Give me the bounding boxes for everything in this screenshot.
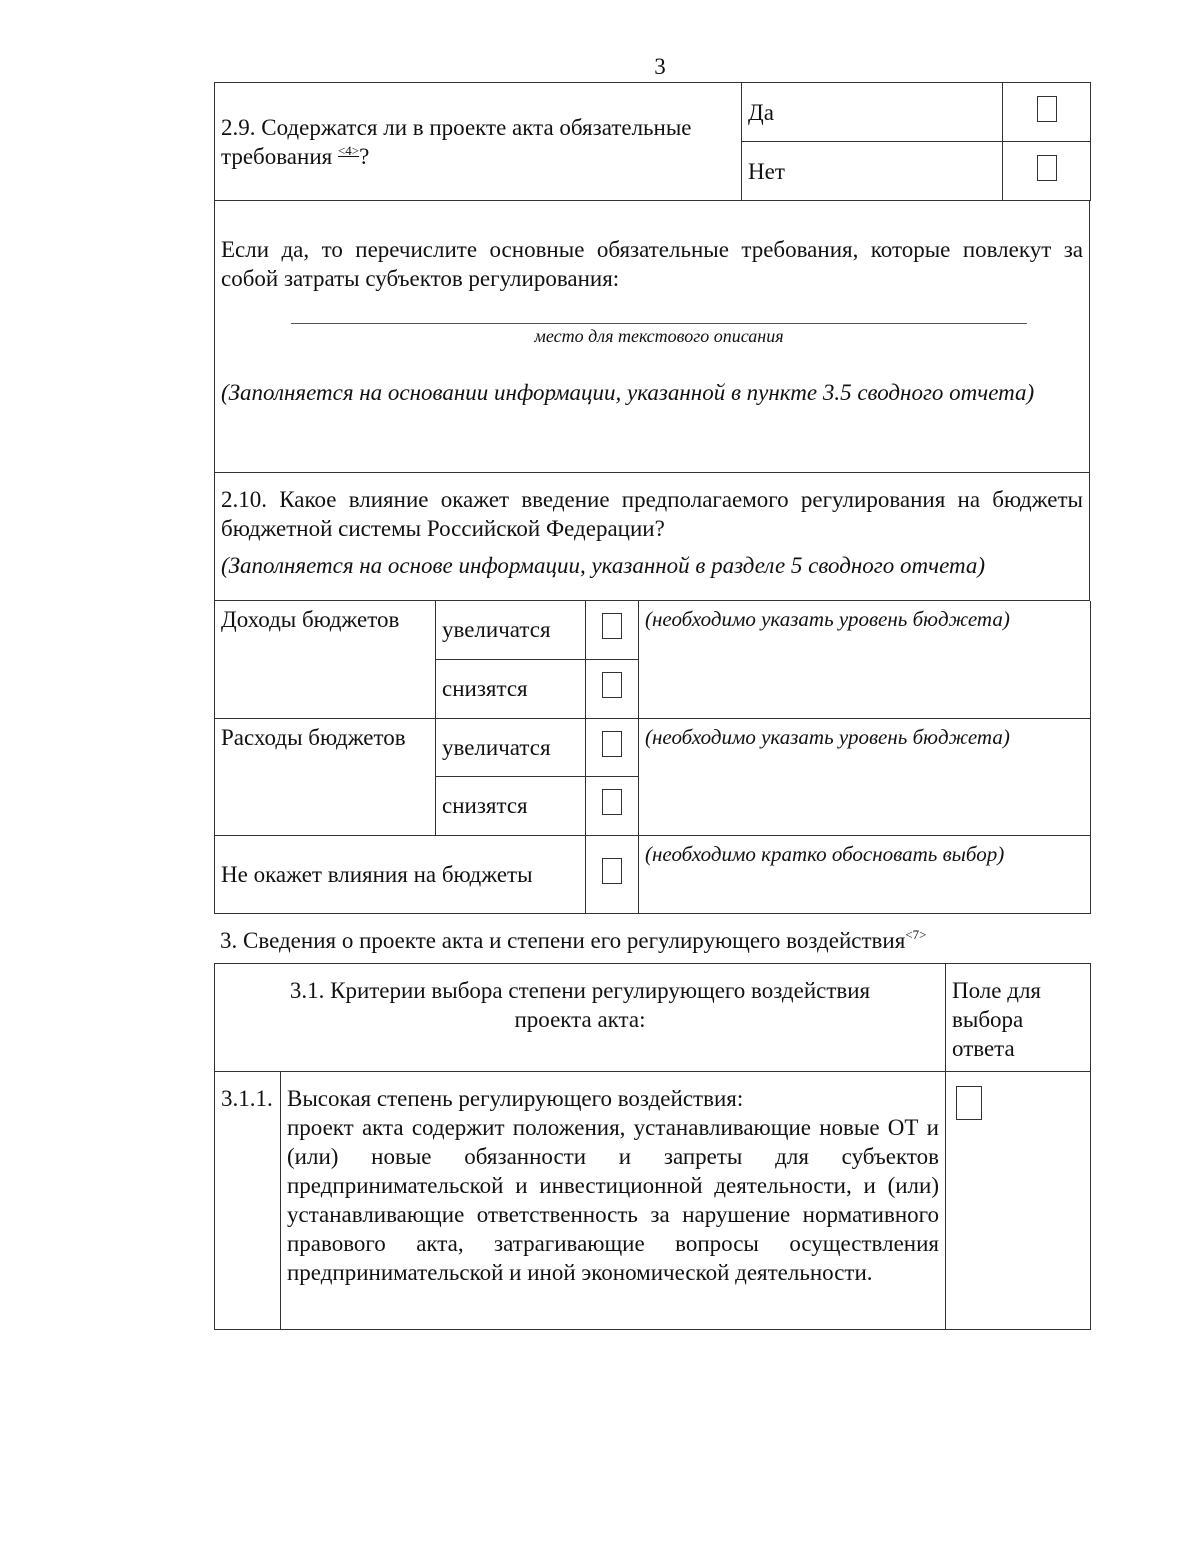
q2-10-question-cell <box>215 473 1090 601</box>
income-increase-checkbox[interactable] <box>602 613 622 639</box>
expenses-increase-checkbox[interactable] <box>602 731 622 757</box>
requirements-prompt: Если да, то перечислите основные обязательные требования, которые повлекут за собой затраты субъектов регулирования: <box>221 237 1083 291</box>
requirements-fill-note: (Заполняется на основании информации, указанной в пункте 3.5 сводного отчета) <box>221 380 1035 405</box>
item-answer-cell <box>946 1071 1091 1329</box>
criteria-header: 3.1. Критерии выбора степени регулирующего воздействия проекта акта: <box>215 963 946 1071</box>
q2-10-question: 2.10. Какое влияние окажет введение предполагаемого регулирования на бюджеты бюджетной системы Российской Федерации? <box>221 486 1083 541</box>
expenses-decrease-label: снизятся <box>436 776 586 835</box>
no-impact-hint: (необходимо кратко обосновать выбор) <box>645 841 1005 866</box>
expenses-label: Расходы бюджетов <box>215 718 436 835</box>
expenses-hint: (необходимо указать уровень бюджета) <box>645 724 1010 749</box>
option-yes-cell <box>1003 83 1091 142</box>
answer-header: Поле для выбора ответа <box>946 963 1091 1071</box>
field-caption: место для текстового описания <box>534 326 784 346</box>
requirements-text-field[interactable] <box>291 323 1027 348</box>
income-hint: (необходимо указать уровень бюджета) <box>645 607 1010 631</box>
item-title: Высокая степень регулирующего воздействия: <box>287 1085 744 1111</box>
option-yes-label: Да <box>742 83 1003 142</box>
q2-10-table <box>214 473 1090 602</box>
no-impact-label: Не окажет влияния на бюджеты <box>215 835 586 913</box>
q2-10-fill-note: (Заполняется на основе информации, указанной в разделе 5 сводного отчета) <box>221 552 986 578</box>
income-decrease-checkbox[interactable] <box>602 672 622 698</box>
income-decrease-cell <box>586 659 639 718</box>
q2-9-question: 2.9. Содержатся ли в проекте акта обязательные требования $^{<4>}$? <box>215 83 742 201</box>
footnote-4: <4> <box>337 142 360 158</box>
expenses-increase-cell <box>586 718 639 776</box>
expenses-increase-label: увеличатся <box>436 718 586 776</box>
no-impact-hint-cell <box>639 835 1091 913</box>
option-no-label: Нет <box>742 142 1003 201</box>
item-number: 3.1.1. <box>215 1071 281 1329</box>
yes-checkbox[interactable] <box>1037 96 1057 122</box>
income-increase-label: увеличатся <box>436 601 586 659</box>
item-text: проект акта содержит положения, устанавливающие новые ОТ и (или) новые обязанности и запреты для субъектов предпринимательской и инвестиционной деятельности, и (или) устанавливающие ответственность за нарушение нормативного правового акта, затрагивающие вопросы осуществления предпринимательской и иной экономической деятельности. <box>287 1114 939 1285</box>
no-checkbox[interactable] <box>1037 155 1057 181</box>
no-impact-checkbox[interactable] <box>602 858 622 884</box>
high-impact-checkbox[interactable] <box>956 1086 982 1120</box>
section3-heading <box>214 914 1090 959</box>
page-number: 3 <box>654 54 666 79</box>
income-label: Доходы бюджетов <box>215 601 436 718</box>
requirements-cell <box>215 201 1090 472</box>
q2-9-table <box>214 82 1091 201</box>
income-decrease-label: снизятся <box>436 659 586 718</box>
item-description <box>281 1071 946 1329</box>
section3-table <box>214 963 1091 1330</box>
option-no-cell <box>1003 142 1091 201</box>
income-hint-cell <box>639 601 1091 718</box>
requirements-table <box>214 201 1090 473</box>
income-increase-cell <box>586 601 639 659</box>
expenses-hint-cell <box>639 718 1091 835</box>
footnote-7: <7> <box>905 926 927 942</box>
expenses-decrease-cell <box>586 776 639 835</box>
form-sheet <box>214 82 1090 1330</box>
budget-impact-table <box>214 601 1091 914</box>
expenses-decrease-checkbox[interactable] <box>602 789 622 815</box>
no-impact-cell <box>586 835 639 913</box>
section3-title: 3. Сведения о проекте акта и степени его регулирующего воздействия <box>220 927 906 953</box>
